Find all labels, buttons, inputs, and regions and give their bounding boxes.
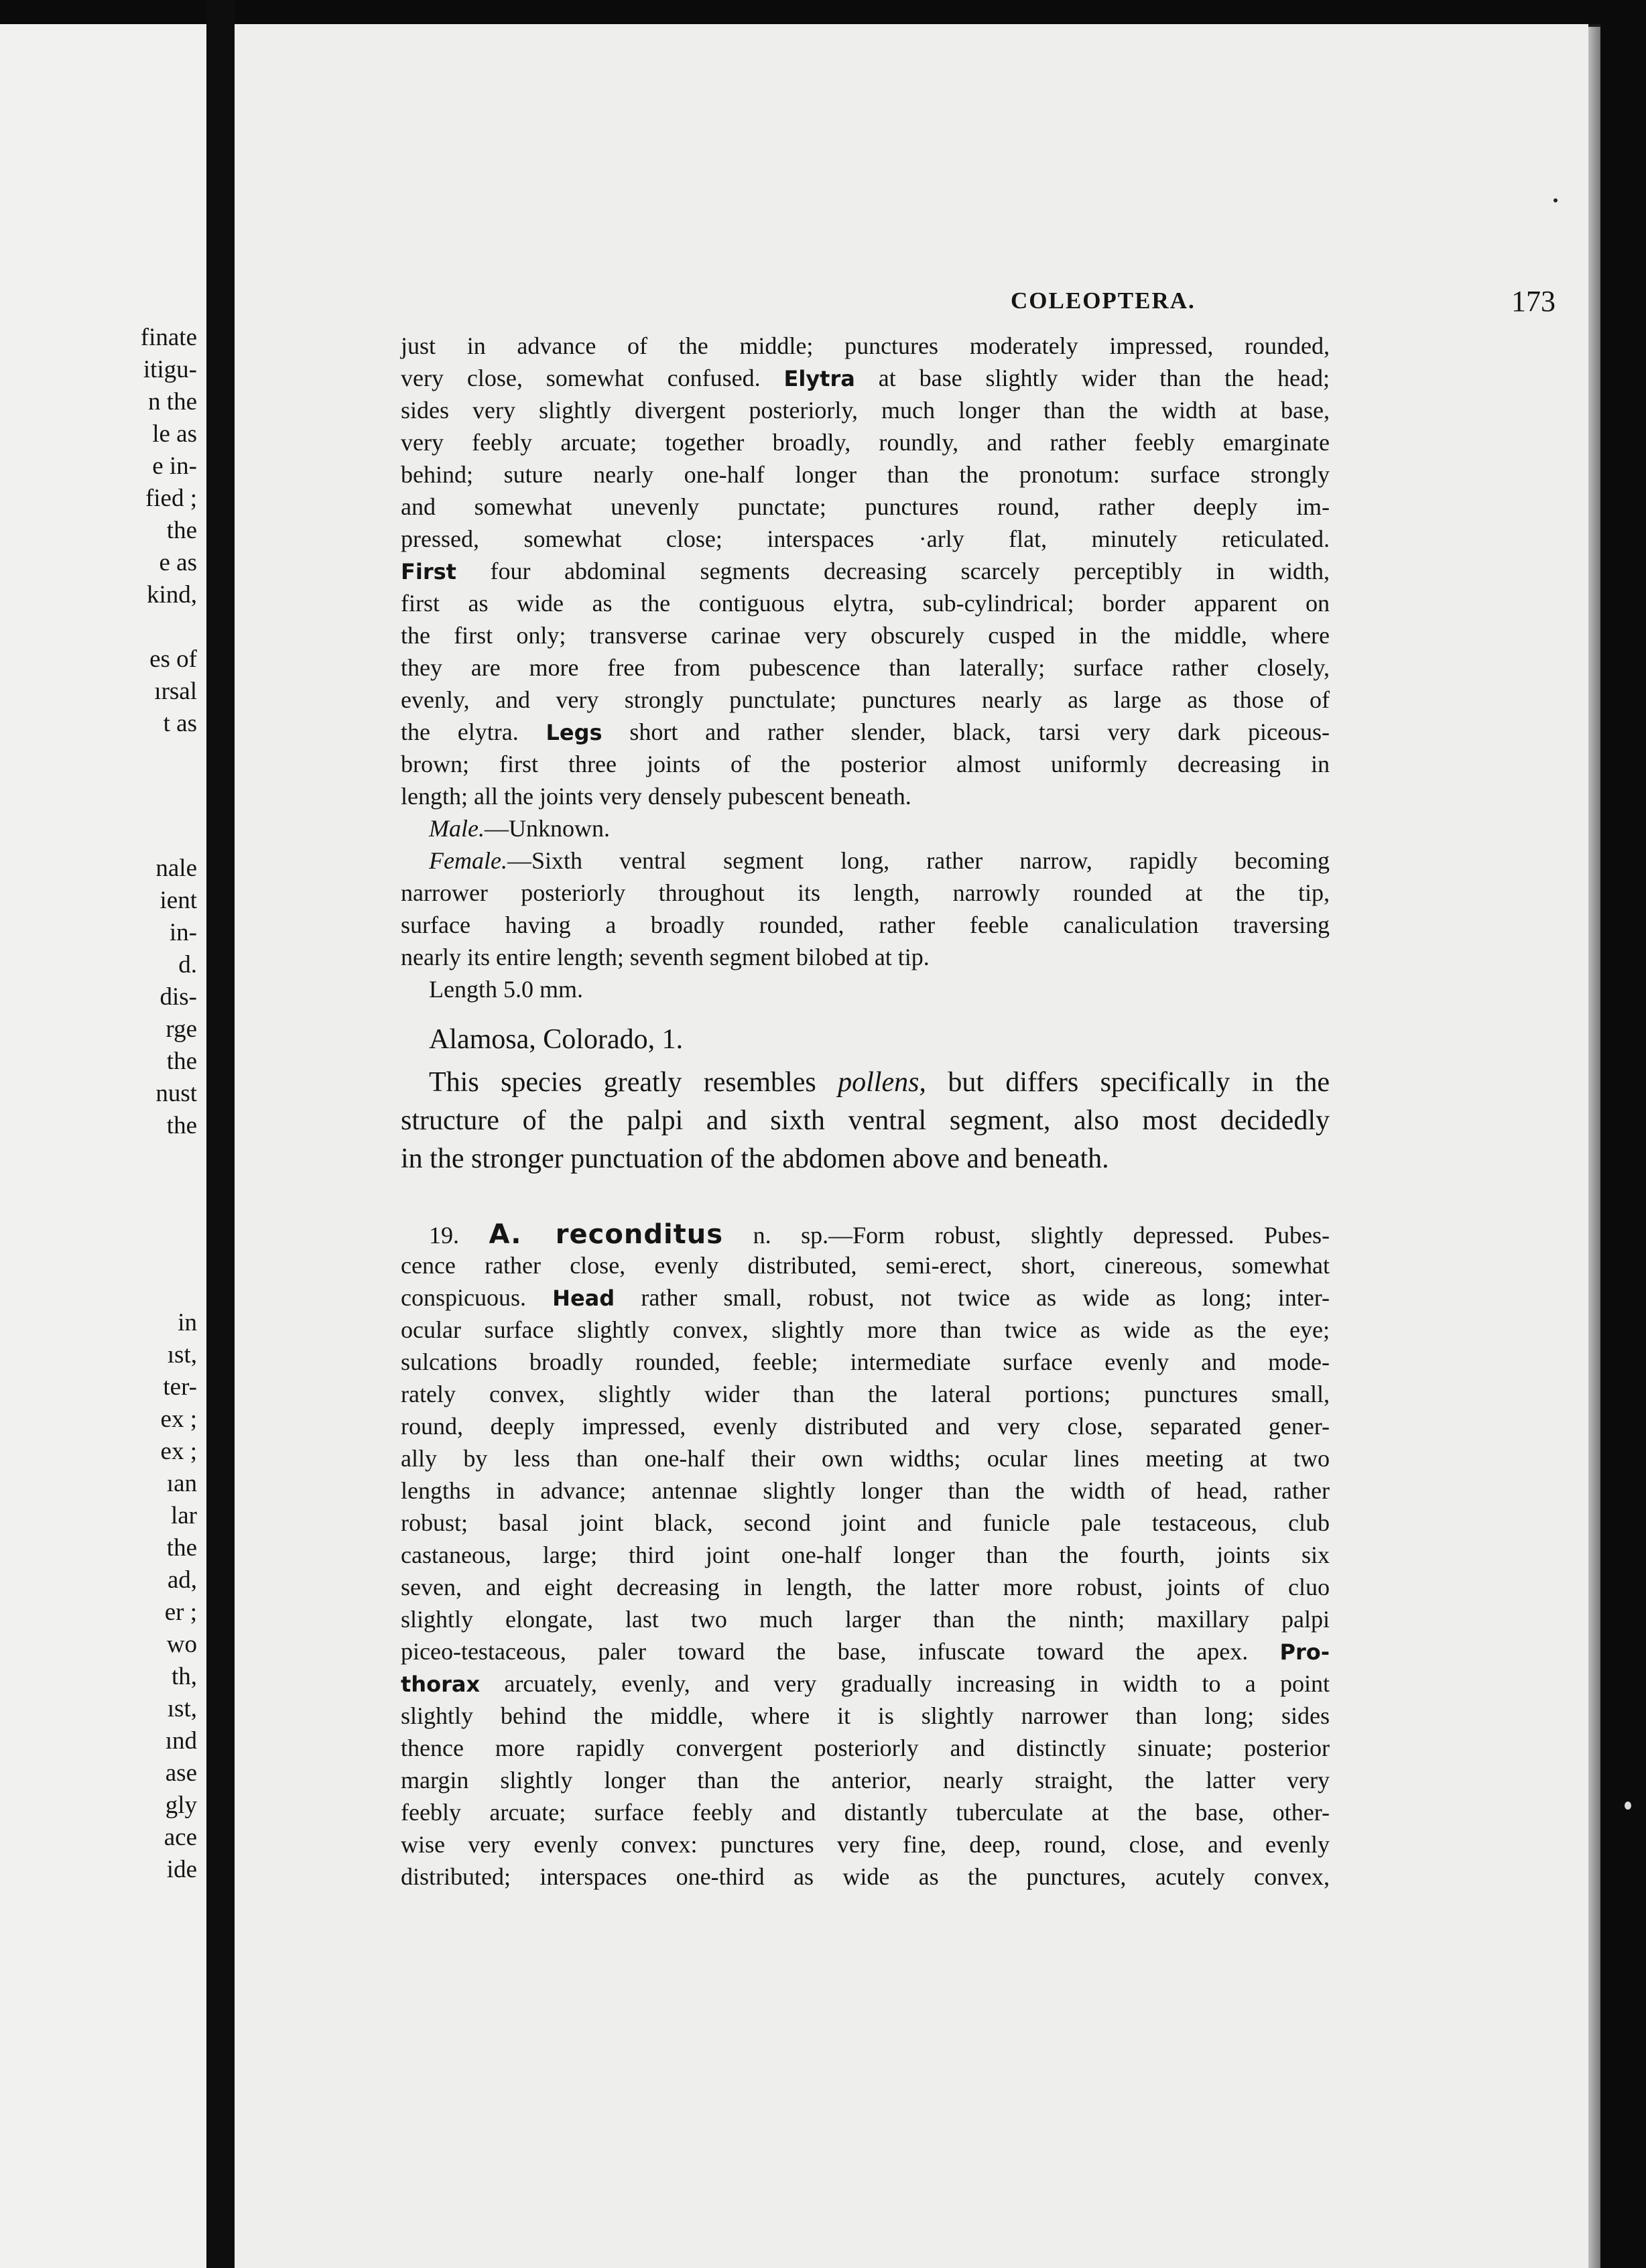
term-elytra: Elytra xyxy=(783,366,855,391)
left-page-line: in xyxy=(178,1309,197,1336)
left-page-line: er ; xyxy=(164,1598,197,1626)
text-line: rately convex, slightly wider than the lateral portions; punctures small, xyxy=(401,1381,1330,1407)
locality: Alamosa, Colorado, 1. xyxy=(429,1024,684,1055)
species-name: A. reconditus xyxy=(489,1219,724,1250)
text-line: ally by less than one-half their own widths; ocular lines meeting at two xyxy=(401,1445,1330,1472)
text-line: they are more free from pubescence than laterally; surface rather closely, xyxy=(401,654,1330,681)
left-page-line: nust xyxy=(155,1080,197,1107)
left-page-line: ırsal xyxy=(154,678,197,705)
left-page-line: dis- xyxy=(160,983,197,1011)
text-line: seven, and eight decreasing in length, the latter more robust, joints of cluo xyxy=(401,1574,1330,1600)
left-page-line: lar xyxy=(170,1502,197,1529)
text-line: slightly behind the middle, where it is slightly narrower than long; sides xyxy=(401,1702,1330,1729)
species-heading: 19. A. reconditus n. sp.—Form robust, slightly depressed. Pubes- xyxy=(429,1219,1330,1250)
left-page-line: d. xyxy=(178,951,197,979)
left-page-line: ex ; xyxy=(160,1438,197,1465)
left-page-line: ad, xyxy=(167,1566,197,1594)
left-page-line: ıst, xyxy=(167,1695,197,1722)
text-line: behind; suture nearly one-half longer than the pronotum: surface strongly xyxy=(401,461,1330,488)
text-line: conspicuous. Head rather small, robust, not twice as wide as long; inter- xyxy=(401,1284,1330,1311)
text-line: sulcations broadly rounded, feeble; intermediate surface evenly and mode- xyxy=(401,1348,1330,1375)
book-gutter xyxy=(206,0,235,2268)
left-page-line: es of xyxy=(149,645,197,673)
left-page-line: ase xyxy=(165,1759,197,1787)
left-page-line: nale xyxy=(155,855,197,882)
left-page-line: ter- xyxy=(163,1373,197,1401)
female-note: Female.—Sixth ventral segment long, rather narrow, rapidly becoming xyxy=(429,847,1330,874)
left-page-line: the xyxy=(166,1112,197,1139)
left-page-line: le as xyxy=(152,420,197,448)
left-page-line: rge xyxy=(166,1015,197,1043)
left-page-line: t as xyxy=(163,710,197,737)
text-line: margin slightly longer than the anterior, nearly straight, the latter very xyxy=(401,1767,1330,1793)
text-line: First four abdominal segments decreasing scarcely perceptibly in width, xyxy=(401,558,1330,584)
left-page-line: ıst, xyxy=(167,1341,197,1369)
left-page-line: ex ; xyxy=(160,1405,197,1433)
left-page-line: ient xyxy=(160,887,197,914)
left-page-line: n the xyxy=(148,388,197,416)
left-page-fragment xyxy=(0,24,206,2268)
left-page-line: e in- xyxy=(152,452,197,480)
left-page-line: ıan xyxy=(166,1470,197,1497)
text-line: thence more rapidly convergent posteriorly and distinctly sinuate; posterior xyxy=(401,1735,1330,1761)
text-line: first as wide as the contiguous elytra, sub-cylindrical; border apparent on xyxy=(401,590,1330,617)
term-head: Head xyxy=(552,1285,615,1311)
term-first: First xyxy=(401,559,456,584)
text-line: the elytra. Legs short and rather slender, black, tarsi very dark piceous- xyxy=(401,718,1330,745)
text-line: pressed, somewhat close; interspaces ·arly flat, minutely reticulated. xyxy=(401,525,1330,552)
text-line: evenly, and very strongly punctulate; punctures nearly as large as those of xyxy=(401,686,1330,713)
text-line: round, deeply impressed, evenly distributed and very close, separated gener- xyxy=(401,1413,1330,1440)
left-page-line: the xyxy=(166,1534,197,1562)
scan-right-border xyxy=(1600,0,1646,2268)
text-line: ocular surface slightly convex, slightly more than twice as wide as the eye; xyxy=(401,1316,1330,1343)
text-line: castaneous, large; third joint one-half longer than the fourth, joints six xyxy=(401,1541,1330,1568)
page-number: 173 xyxy=(1511,285,1556,318)
male-note: Male.—Unknown. xyxy=(429,815,610,842)
left-page-line: the xyxy=(166,1048,197,1075)
remark-line: structure of the palpi and sixth ventral segment, also most decidedly xyxy=(401,1105,1330,1136)
left-page-line: itigu- xyxy=(143,356,197,383)
text-line: lengths in advance; antennae slightly longer than the width of head, rather xyxy=(401,1477,1330,1504)
text-line: robust; basal joint black, second joint and funicle pale testaceous, club xyxy=(401,1509,1330,1536)
text-line: distributed; interspaces one-third as wide as the punctures, acutely convex, xyxy=(401,1863,1330,1890)
text-line: piceo-testaceous, paler toward the base, infuscate toward the apex. Pro- xyxy=(401,1638,1330,1665)
left-page-line: e as xyxy=(159,549,197,576)
left-page-line: finate xyxy=(140,324,197,351)
length-note: Length 5.0 mm. xyxy=(429,976,583,1003)
remark-line: This species greatly resembles pollens, but differs specifically in the xyxy=(429,1067,1330,1098)
text-line: slightly elongate, last two much larger than the ninth; maxillary palpi xyxy=(401,1606,1330,1633)
text-line: narrower posteriorly throughout its length, narrowly rounded at the tip, xyxy=(401,879,1330,906)
left-page-line: kind, xyxy=(146,581,197,609)
text-line: surface having a broadly rounded, rather feeble canaliculation traversing xyxy=(401,911,1330,938)
text-line: just in advance of the middle; punctures moderately impressed, rounded, xyxy=(401,332,1330,359)
left-page-line: in- xyxy=(169,919,197,946)
species-pollens: pollens, xyxy=(838,1067,926,1098)
left-page-line: ide xyxy=(166,1856,197,1883)
left-page-line: th, xyxy=(171,1663,197,1690)
left-page-line: ace xyxy=(164,1824,197,1851)
text-line: feebly arcuate; surface feebly and distantly tuberculate at the base, other- xyxy=(401,1799,1330,1826)
left-page-line: fied ; xyxy=(145,485,197,512)
term-prothorax: Pro- xyxy=(1279,1639,1330,1665)
text-line: sides very slightly divergent posteriorly, much longer than the width at base, xyxy=(401,397,1330,424)
text-line: cence rather close, evenly distributed, semi-erect, short, cinereous, somewhat xyxy=(401,1252,1330,1279)
running-head: COLEOPTERA. xyxy=(1011,288,1196,314)
text-line: very close, somewhat confused. Elytra at base slightly wider than the head; xyxy=(401,365,1330,391)
text-line: the first only; transverse carinae very obscurely cusped in the middle, where xyxy=(401,622,1330,649)
text-line: thorax arcuately, evenly, and very gradually increasing in width to a point xyxy=(401,1670,1330,1697)
left-page-line: gly xyxy=(165,1791,197,1819)
left-page-line: ınd xyxy=(165,1727,197,1755)
text-line: and somewhat unevenly punctate; punctures round, rather deeply im- xyxy=(401,493,1330,520)
scan-speck xyxy=(1625,1802,1631,1810)
left-page-line: the xyxy=(166,517,197,544)
scan-top-border xyxy=(0,0,1646,24)
left-page-line: wo xyxy=(166,1631,197,1658)
term-legs: Legs xyxy=(546,720,603,745)
scan-speck xyxy=(1554,198,1558,202)
text-line: wise very evenly convex: punctures very fine, deep, round, close, and evenly xyxy=(401,1831,1330,1858)
text-line: very feebly arcuate; together broadly, roundly, and rather feebly emarginate xyxy=(401,429,1330,456)
text-line: length; all the joints very densely pubescent beneath. xyxy=(401,783,911,810)
text-line: nearly its entire length; seventh segment bilobed at tip. xyxy=(401,944,930,970)
remark-line: in the stronger punctuation of the abdomen above and beneath. xyxy=(401,1143,1109,1174)
text-line: brown; first three joints of the posterior almost uniformly decreasing in xyxy=(401,751,1330,777)
